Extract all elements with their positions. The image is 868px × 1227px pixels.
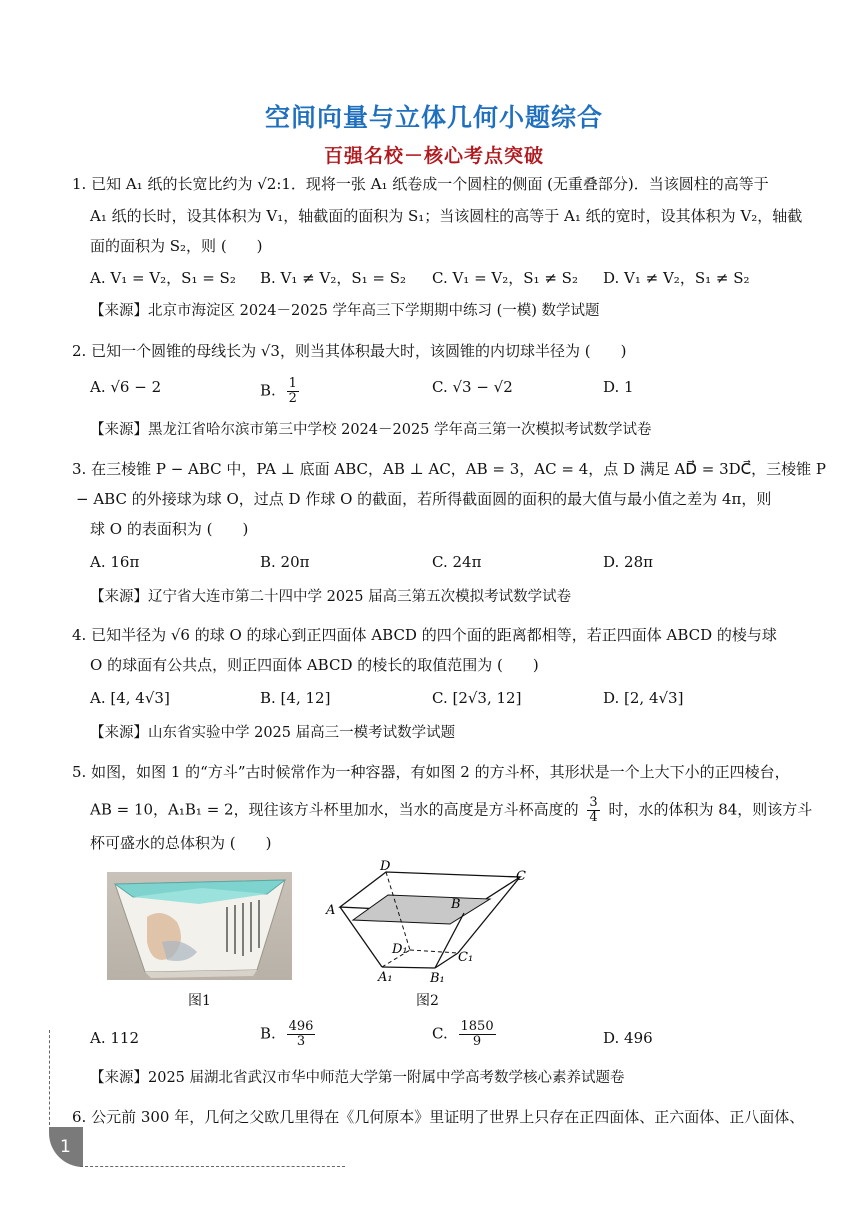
q5-option-b bbox=[260, 1020, 315, 1049]
q2-option-b-fraction bbox=[287, 377, 299, 406]
q3-option-b: B. 20π bbox=[260, 553, 310, 571]
q5-line2 bbox=[90, 796, 812, 825]
q2-option-a: A. √6 − 2 bbox=[90, 378, 162, 396]
page-title: 空间向量与立体几何小题综合 bbox=[264, 103, 603, 132]
q2-line1: 2. 已知一个圆锥的母线长为 √3，则当其体积最大时，该圆锥的内切球半径为 ( ) bbox=[72, 342, 627, 360]
fig2-frustum-diagram bbox=[320, 858, 540, 988]
label-C1: C₁ bbox=[458, 950, 474, 965]
q5-option-d: D. 496 bbox=[603, 1029, 653, 1047]
page-number: 1 bbox=[60, 1137, 71, 1157]
q6-line1: 6. 公元前 300 年，几何之父欧几里得在《几何原本》里证明了世界上只存在正四面体、正六面体、正八面体、 bbox=[72, 1108, 805, 1126]
q2-option-d: D. 1 bbox=[603, 378, 634, 396]
page-subtitle: 百强名校－核心考点突破 bbox=[323, 145, 544, 167]
q1-line3: 面的面积为 S₂，则 ( ) bbox=[90, 237, 263, 255]
q3-line3: 球 O 的表面积为 ( ) bbox=[90, 520, 249, 538]
q4-option-c: C. [2√3, 12] bbox=[432, 689, 522, 707]
q1-option-c: C. V₁ = V₂，S₁ ≠ S₂ bbox=[432, 269, 578, 287]
q3-line2: − ABC 的外接球为球 O，过点 D 作球 O 的截面，若所得截面圆的面积的最大值与最小值之差为 4π，则 bbox=[76, 490, 772, 508]
fraction-denominator: 2 bbox=[288, 391, 297, 406]
q1-line2: A₁ 纸的长时，设其体积为 V₁，轴截面的面积为 S₁；当该圆柱的高等于 A₁ 纸的宽时，设其体积为 V₂，轴截 bbox=[90, 207, 803, 225]
q3-option-a: A. 16π bbox=[90, 553, 140, 571]
q1-option-a: A. V₁ = V₂，S₁ = S₂ bbox=[90, 269, 236, 287]
label-D: D bbox=[380, 859, 391, 874]
q2-source: 【来源】黑龙江省哈尔滨市第三中学校 2024－2025 学年高三第一次模拟考试数学试卷 bbox=[90, 422, 652, 438]
q3-source: 【来源】辽宁省大连市第二十四中学 2025 届高三第五次模拟考试数学试卷 bbox=[90, 589, 572, 605]
fraction-numerator: 496 bbox=[288, 1019, 314, 1034]
fig1-caption: 图1 bbox=[188, 993, 211, 1009]
fraction-numerator: 1850 bbox=[460, 1019, 494, 1034]
label-B: B bbox=[451, 897, 461, 912]
fraction-denominator: 9 bbox=[472, 1034, 482, 1049]
q5-option-c bbox=[432, 1020, 496, 1049]
label-A1: A₁ bbox=[378, 970, 393, 985]
q5-line1: 5. 如图，如图 1 的“方斗”古时候常作为一种容器，有如图 2 的方斗杯，其形状是一个上大下小的正四棱台， bbox=[72, 763, 790, 781]
q3-option-c: C. 24π bbox=[432, 553, 482, 571]
fraction-denominator: 3 bbox=[296, 1034, 306, 1049]
bowl-image bbox=[107, 872, 292, 980]
page-border-dashed-horizontal bbox=[80, 1166, 345, 1167]
q1-option-d: D. V₁ ≠ V₂，S₁ ≠ S₂ bbox=[603, 269, 750, 287]
q5-source: 【来源】2025 届湖北省武汉市华中师范大学第一附属中学高考数学核心素养试题卷 bbox=[90, 1070, 625, 1086]
q1-source: 【来源】北京市海淀区 2024－2025 学年高三下学期期中练习 (一模) 数学试题 bbox=[90, 303, 600, 319]
q5-line2-part2: 时，水的体积为 84，则该方斗 bbox=[608, 800, 813, 819]
q5-option-c-fraction bbox=[459, 1020, 496, 1049]
label-A: A bbox=[326, 903, 336, 918]
q2-option-b bbox=[260, 377, 299, 406]
label-B1: B₁ bbox=[430, 971, 445, 986]
q4-option-b: B. [4, 12] bbox=[260, 689, 331, 707]
fig1-photo bbox=[107, 872, 292, 980]
fig2-caption: 图2 bbox=[416, 993, 439, 1009]
q3-option-d: D. 28π bbox=[603, 553, 653, 571]
q5-option-b-fraction bbox=[287, 1020, 316, 1049]
q1-line1: 1. 已知 A₁ 纸的长宽比约为 √2:1．现将一张 A₁ 纸卷成一个圆柱的侧面 (无重叠部分)．当该圆柱的高等于 bbox=[72, 175, 769, 193]
label-C: C bbox=[516, 869, 526, 884]
q4-source: 【来源】山东省实验中学 2025 届高三一模考试数学试题 bbox=[90, 725, 456, 741]
q3-line1: 3. 在三棱锥 P − ABC 中，PA ⊥ 底面 ABC，AB ⊥ AC，AB = 3，AC = 4，点 D 满足 AD⃗ = 3DC⃗，三棱锥 P bbox=[72, 460, 826, 478]
q5-option-a: A. 112 bbox=[90, 1029, 139, 1047]
q4-option-d: D. [2, 4√3] bbox=[603, 689, 684, 707]
q5-option-b-label: B. bbox=[260, 1024, 276, 1043]
fraction-numerator: 3 bbox=[589, 795, 598, 810]
fraction-numerator: 1 bbox=[288, 376, 297, 391]
q5-option-c-label: C. bbox=[432, 1024, 448, 1043]
q2-option-b-label: B. bbox=[260, 381, 276, 400]
q2-option-c: C. √3 − √2 bbox=[432, 378, 513, 396]
q4-option-a: A. [4, 4√3] bbox=[90, 689, 170, 707]
q5-line2-part1: AB = 10，A₁B₁ = 2，现往该方斗杯里加水，当水的高度是方斗杯高度的 bbox=[90, 800, 579, 819]
page-border-dashed-vertical bbox=[49, 1030, 50, 1125]
fraction-denominator: 4 bbox=[589, 810, 598, 825]
q5-line3: 杯可盛水的总体积为 ( ) bbox=[90, 834, 272, 852]
q4-line2: O 的球面有公共点，则正四面体 ABCD 的棱长的取值范围为 ( ) bbox=[90, 656, 539, 674]
q5-fraction bbox=[587, 796, 599, 825]
label-D1: D₁ bbox=[392, 942, 408, 957]
q4-line1: 4. 已知半径为 √6 的球 O 的球心到正四面体 ABCD 的四个面的距离都相等，若正四面体 ABCD 的棱与球 bbox=[72, 626, 777, 644]
q1-option-b: B. V₁ ≠ V₂，S₁ = S₂ bbox=[260, 269, 407, 287]
